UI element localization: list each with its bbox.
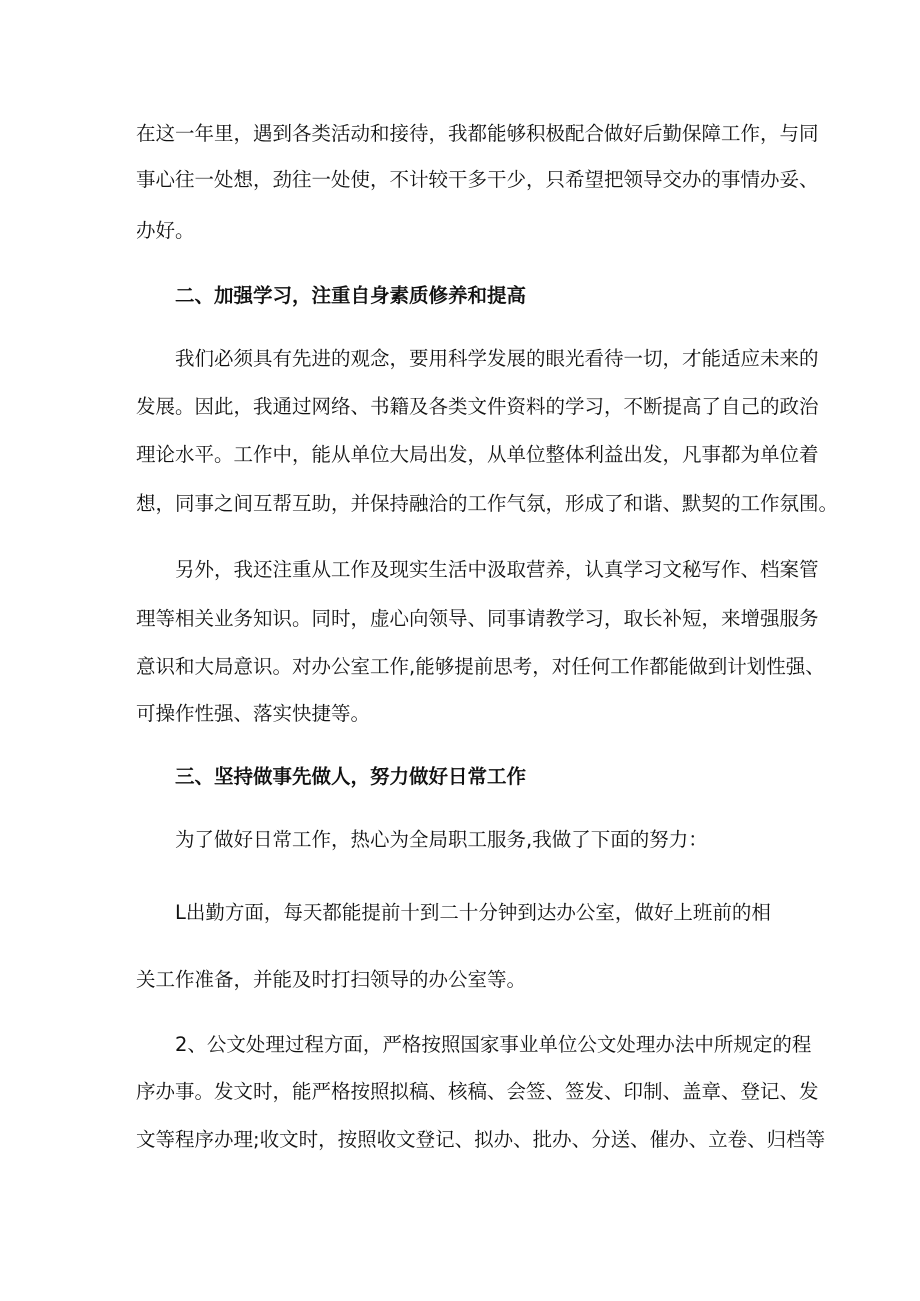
para1-line-3: 办好。 [136,219,195,242]
para2-line-4: 想，同事之间互帮互助，并保持融洽的工作气氛，形成了和谐、默契的工作氛围。 [136,492,839,515]
para2-line-2: 发展。因此，我通过网络、书籍及各类文件资料的学习，不断提高了自己的政治 [136,395,819,418]
item2-line-3: 文等程序办理;收文时，按照收文登记、拟办、批办、分送、催办、立卷、归档等 [136,1128,826,1151]
item2-line-2: 序办事。发文时，能严格按照拟稿、核稿、会签、签发、印制、盖章、登记、发 [136,1080,819,1103]
item1-line-2: 关工作准备，并能及时打扫领导的办公室等。 [136,968,527,991]
para2-line-1: 我们必须具有先进的观念，要用科学发展的眼光看待一切，才能适应未来的 [175,347,819,370]
section-heading-3: 三、坚持做事先做人，努力做好日常工作 [175,765,527,788]
para1-line-2: 事心往一处想，劲往一处使，不计较干多干少，只希望把领导交办的事情办妥、 [136,168,819,191]
para3-line-2: 理等相关业务知识。同时，虚心向领导、同事请教学习，取长补短，来增强服务 [136,607,819,630]
item2-line-1: 2、公文处理过程方面，严格按照国家事业单位公文处理办法中所规定的程 [175,1033,812,1056]
para1-line-1: 在这一年里，遇到各类活动和接待，我都能够积极配合做好后勤保障工作，与同 [136,122,819,145]
para3-line-3: 意识和大局意识。对办公室工作,能够提前思考，对任何工作都能做到计划性强、 [136,655,825,678]
para2-line-3: 理论水平。工作中，能从单位大局出发，从单位整体利益出发，凡事都为单位着 [136,443,819,466]
para4-line-1: 为了做好日常工作，热心为全局职工服务,我做了下面的努力： [175,828,708,851]
item1-line-1: L出勤方面，每天都能提前十到二十分钟到达办公室，做好上班前的相 [175,901,771,924]
section-heading-2: 二、加强学习，注重自身素质修养和提高 [175,284,527,307]
para3-line-1: 另外，我还注重从工作及现实生活中汲取营养，认真学习文秘写作、档案管 [175,558,819,581]
para3-line-4: 可操作性强、落实快捷等。 [136,702,371,725]
